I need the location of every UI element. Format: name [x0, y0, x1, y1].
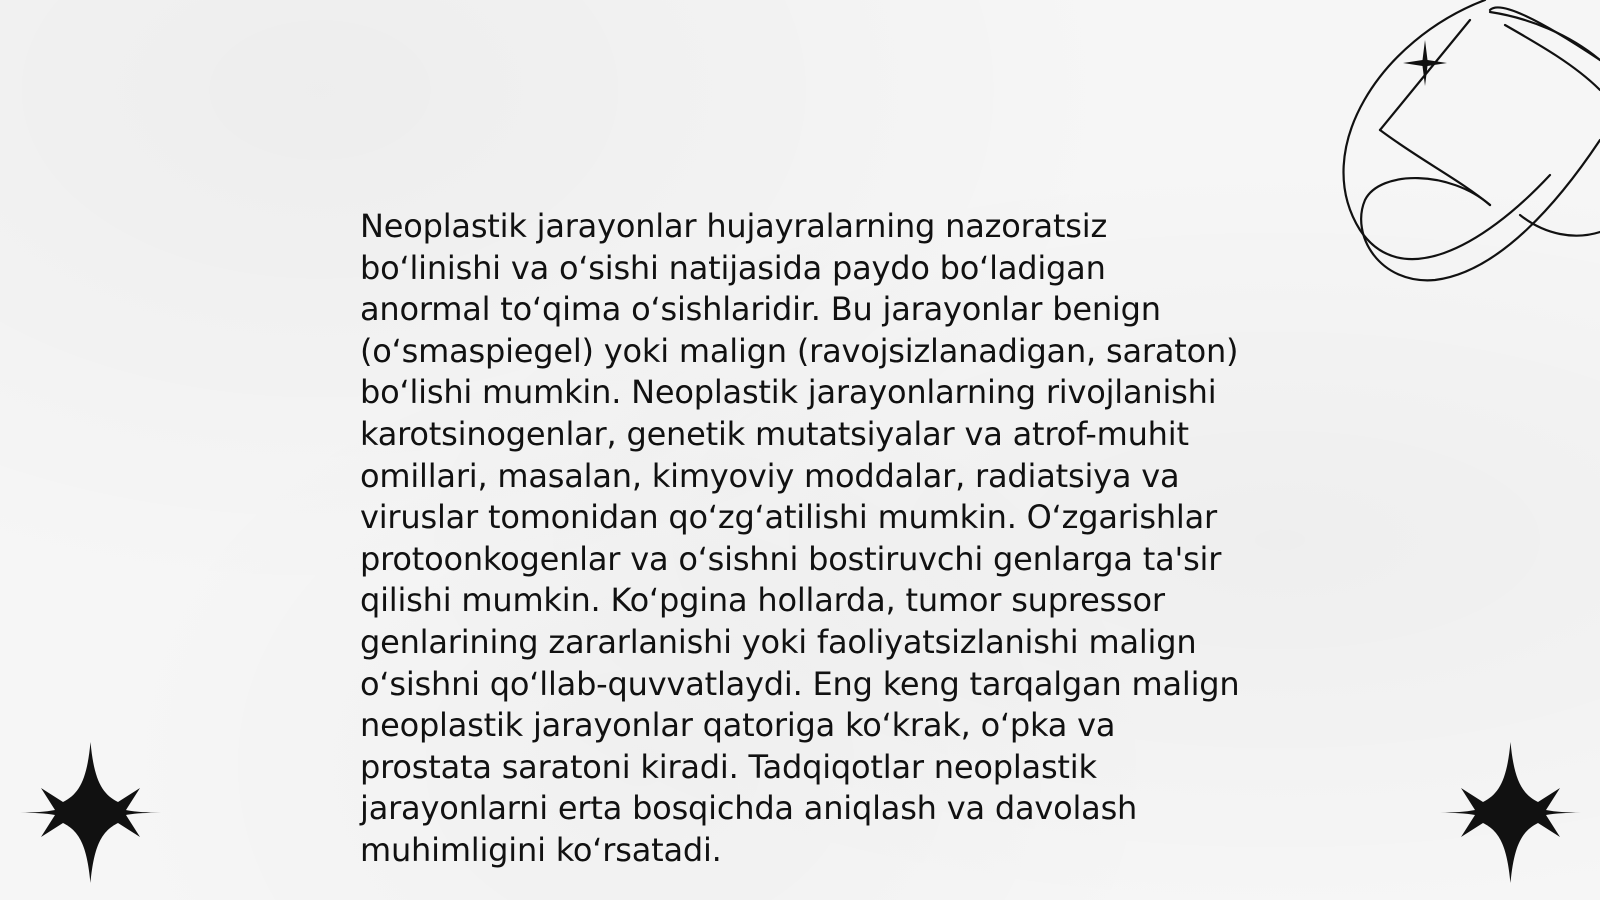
- slide-paragraph: Neoplastik jarayonlar hujayralarning nazoratsiz boʻlinishi va oʻsishi natijasida paydo boʻladigan anormal toʻqima oʻsishlaridir. Bu jarayonlar benign (oʻsmaspiegel) yoki malign (ravojsizlanadigan, saraton) boʻlishi mumkin. Neoplastik jarayonlarning rivojlanishi karotsinogenlar, genetik mutatsiyalar va atrof-muhit omillari, masalan, kimyoviy moddalar, radiatsiya va viruslar tomonidan qoʻzgʻatilishi mumkin. Oʻzgarishlar protoonkogenlar va oʻsishni bostiruvchi genlarga ta'sir qilishi mumkin. Koʻpgina hollarda, tumor supressor genlarining zararlanishi yoki faoliyatsizlanishi malign oʻsishni qoʻllab-quvvatlaydi. Eng keng tarqalgan malign neoplastik jarayonlar qatoriga koʻkrak, oʻpka va prostata saratoni kiradi. Tadqiqotlar neoplastik jarayonlarni erta bosqichda aniqlash va davolash muhimligini koʻrsatadi.: [360, 207, 1240, 869]
- four-point-star-icon: [18, 740, 163, 885]
- four-point-star-icon: [1438, 740, 1583, 885]
- orbit-line-art-icon: [1340, 0, 1600, 300]
